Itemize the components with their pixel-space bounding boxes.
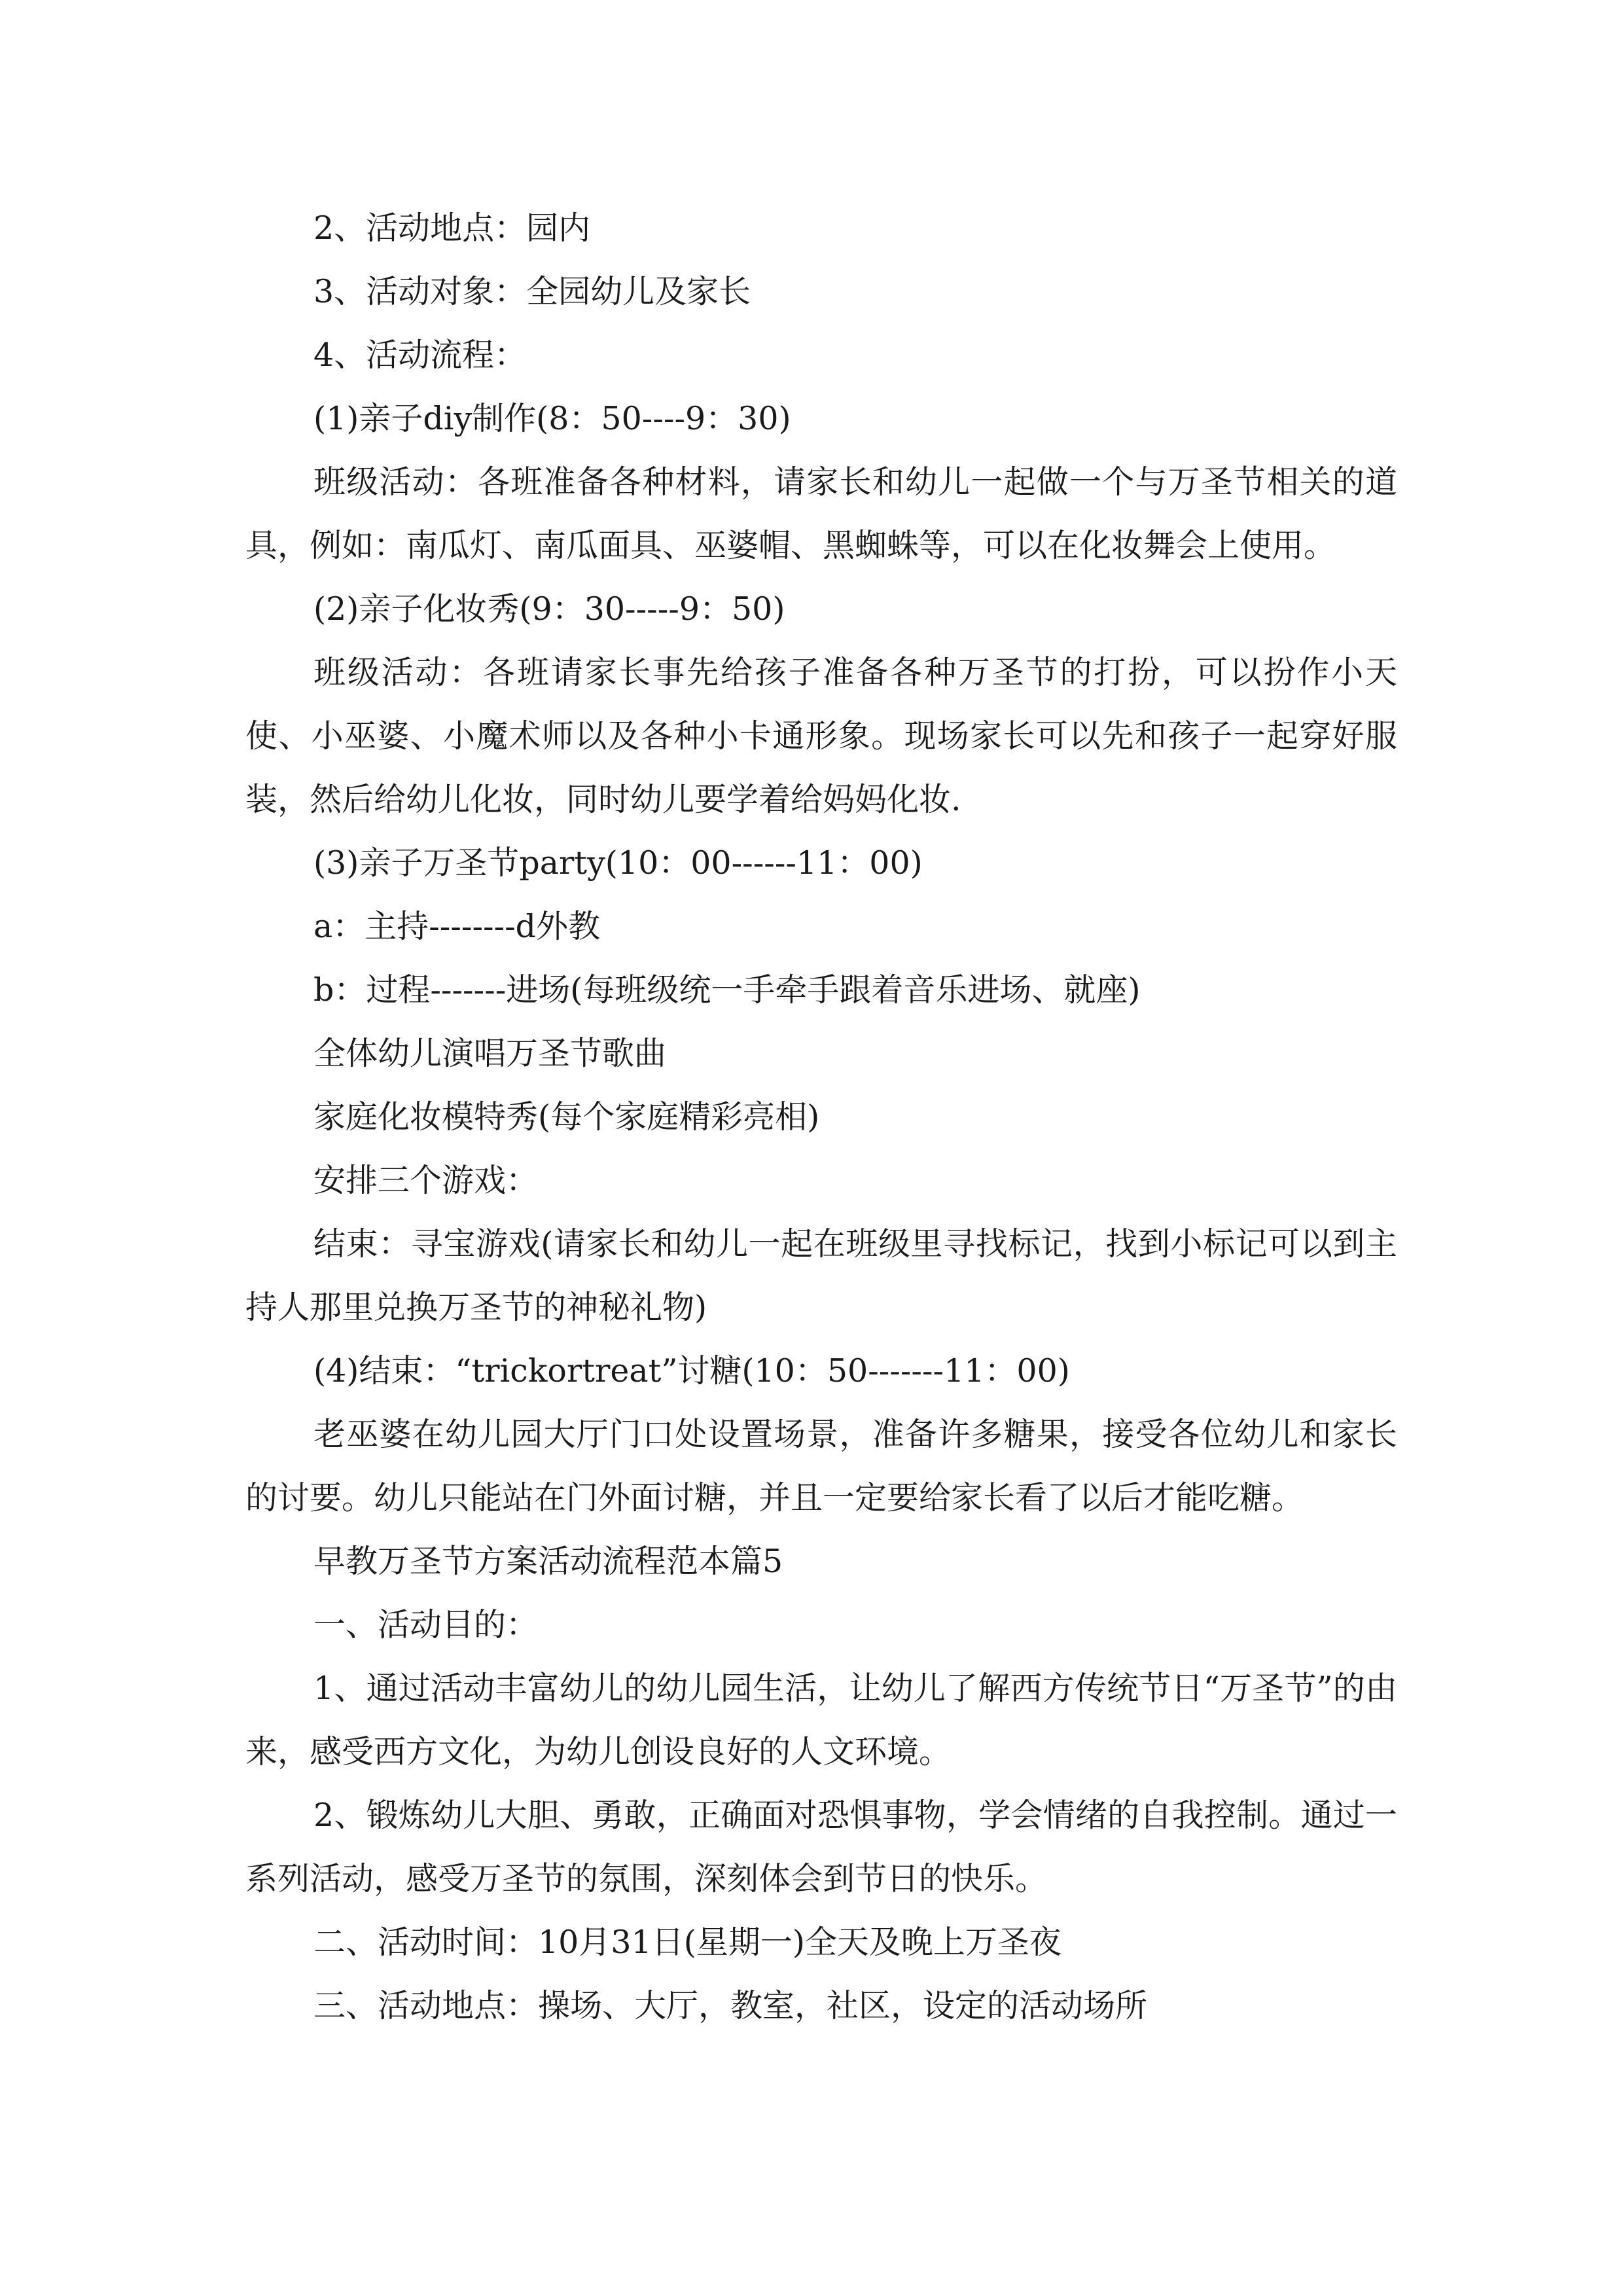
document-body <box>245 196 1397 2037</box>
paragraph-games: 安排三个游戏： <box>313 1162 539 1199</box>
paragraph-venue: 三、活动地点：操场、大厅，教室，社区，设定的活动场所 <box>313 1987 1148 2024</box>
paragraph-witch-scene: 老巫婆在幼儿园大厅门口处设置场景，准备许多糖果，接受各位幼儿和家长的讨要。幼儿只能站在门外面讨糖，并且一定要给家长看了以后才能吃糖。 <box>245 1416 1397 1516</box>
paragraph-family-show: 家庭化妆模特秀(每个家庭精彩亮相) <box>313 1098 820 1136</box>
paragraph-procedure: b：过程-------进场(每班级统一手牵手跟着音乐进场、就座) <box>313 971 1141 1009</box>
paragraph-location: 2、活动地点：园内 <box>313 209 591 247</box>
paragraph-goals-heading: 一、活动目的： <box>313 1606 539 1643</box>
section-title: 早教万圣节方案活动流程范本篇5 <box>313 1543 783 1580</box>
paragraph-participants: 3、活动对象：全园幼儿及家长 <box>313 273 751 310</box>
paragraph-time: 二、活动时间：10月31日(星期一)全天及晚上万圣夜 <box>313 1924 1061 1961</box>
paragraph-makeup-show: (2)亲子化妆秀(9：30-----9：50) <box>313 590 785 628</box>
paragraph-diy-class-activity: 班级活动：各班准备各种材料，请家长和幼儿一起做一个与万圣节相关的道具，例如：南瓜灯、南瓜面具、巫婆帽、黑蜘蛛等，可以在化妆舞会上使用。 <box>245 463 1397 564</box>
paragraph-makeup-class-activity: 班级活动：各班请家长事先给孩子准备各种万圣节的打扮，可以扮作小天使、小巫婆、小魔术师以及各种小卡通形象。现场家长可以先和孩子一起穿好服装，然后给幼儿化妆，同时幼儿要学着给妈妈化妆. <box>245 654 1397 818</box>
paragraph-song: 全体幼儿演唱万圣节歌曲 <box>313 1035 667 1072</box>
paragraph-treasure-hunt: 结束：寻宝游戏(请家长和幼儿一起在班级里寻找标记，找到小标记可以到主持人那里兑换万圣节的神秘礼物) <box>245 1225 1397 1326</box>
paragraph-host: a：主持--------d外教 <box>313 908 601 945</box>
paragraph-trick-or-treat: (4)结束：“trickortreat”讨糖(10：50-------11：00) <box>313 1352 1070 1390</box>
paragraph-party: (3)亲子万圣节party(10：00------11：00) <box>313 844 923 882</box>
paragraph-process-heading: 4、活动流程： <box>313 336 527 374</box>
paragraph-goal-1: 1、通过活动丰富幼儿的幼儿园生活，让幼儿了解西方传统节日“万圣节”的由来，感受西方文化，为幼儿创设良好的人文环境。 <box>245 1670 1397 1770</box>
paragraph-diy-session: (1)亲子diy制作(8：50----9：30) <box>313 400 791 437</box>
paragraph-goal-2: 2、锻炼幼儿大胆、勇敢，正确面对恐惧事物，学会情绪的自我控制。通过一系列活动，感受万圣节的氛围，深刻体会到节日的快乐。 <box>245 1797 1397 1897</box>
